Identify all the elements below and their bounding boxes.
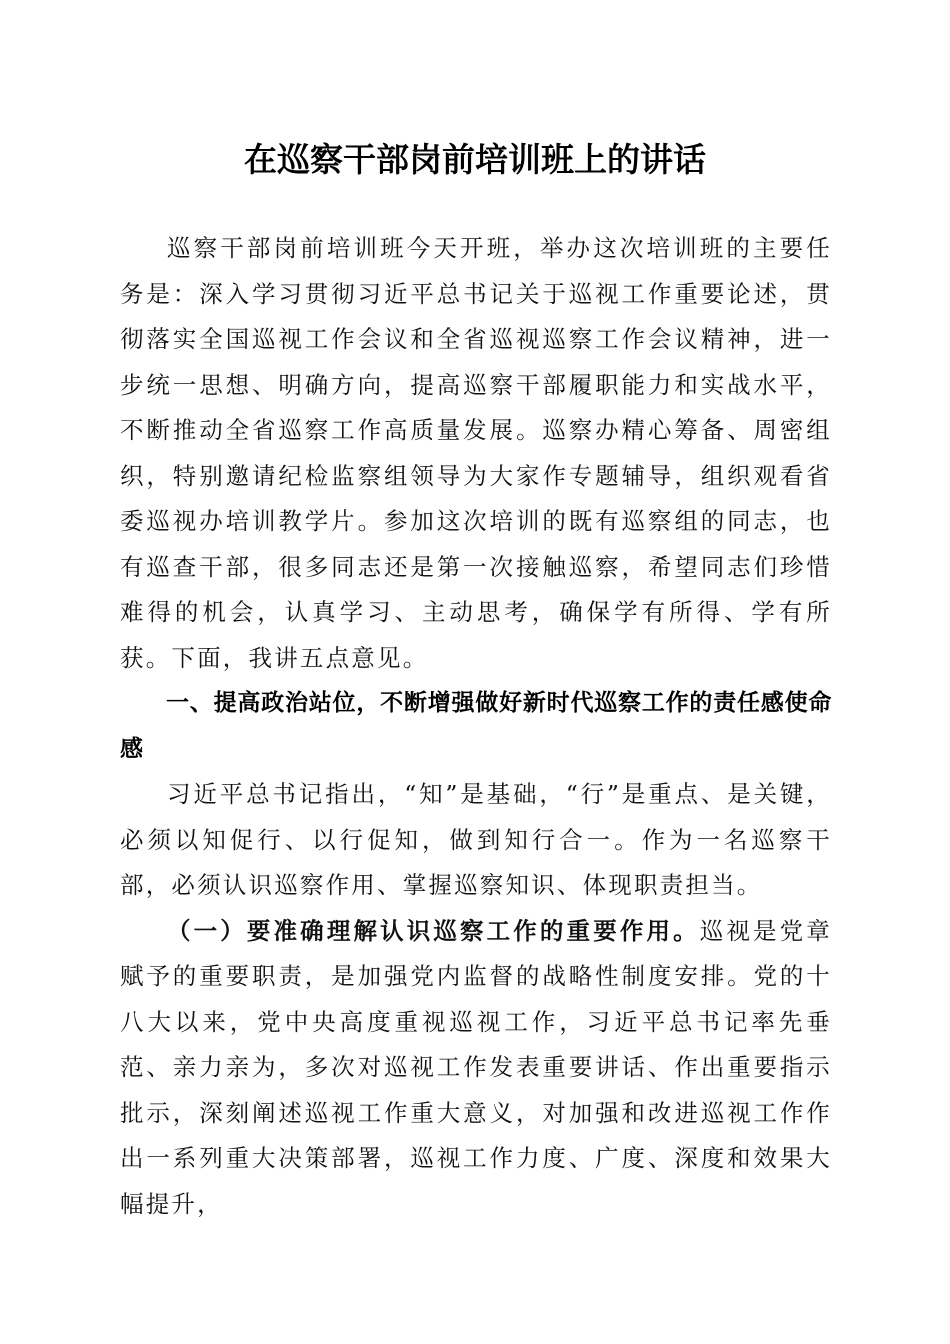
section-1-paragraph: 习近平总书记指出，“知”是基础，“行”是重点、是关键，必须以知促行、以行促知，做到知行合一。作为一名巡察干部，必须认识巡察作用、掌握巡察知识、体现职责担当。 — [120, 780, 832, 899]
subsection-1-lead: （一）要准确理解认识巡察工作的重要作用。 — [167, 916, 700, 945]
section-heading-1: 一、提高政治站位，不断增强做好新时代巡察工作的责任感使命感 — [120, 690, 832, 762]
document-body — [120, 226, 832, 1227]
document-title: 在巡察干部岗前培训班上的讲话 — [244, 140, 706, 179]
subsection-1-paragraph — [120, 909, 832, 1228]
intro-paragraph: 巡察干部岗前培训班今天开班，举办这次培训班的主要任务是：深入学习贯彻习近平总书记关于巡视工作重要论述，贯彻落实全国巡视工作会议和全省巡视巡察工作会议精神，进一步统一思想、明确方向，提高巡察干部履职能力和实战水平，不断推动全省巡察工作高质量发展。巡察办精心筹备、周密组织，特别邀请纪检监察组领导为大家作专题辅导，组织观看省委巡视办培训教学片。参加这次培训的既有巡察组的同志，也有巡查干部，很多同志还是第一次接触巡察，希望同志们珍惜难得的机会，认真学习、主动思考，确保学有所得、学有所获。下面，我讲五点意见。 — [120, 234, 832, 672]
subsection-1-text: 巡视是党章赋予的重要职责，是加强党内监督的战略性制度安排。党的十八大以来，党中央高度重视巡视工作，习近平总书记率先垂范、亲力亲为，多次对巡视工作发表重要讲话、作出重要指示批示，深刻阐述巡视工作重大意义，对加强和改进巡视工作作出一系列重大决策部署，巡视工作力度、广度、深度和效果大幅提升， — [120, 916, 832, 1218]
